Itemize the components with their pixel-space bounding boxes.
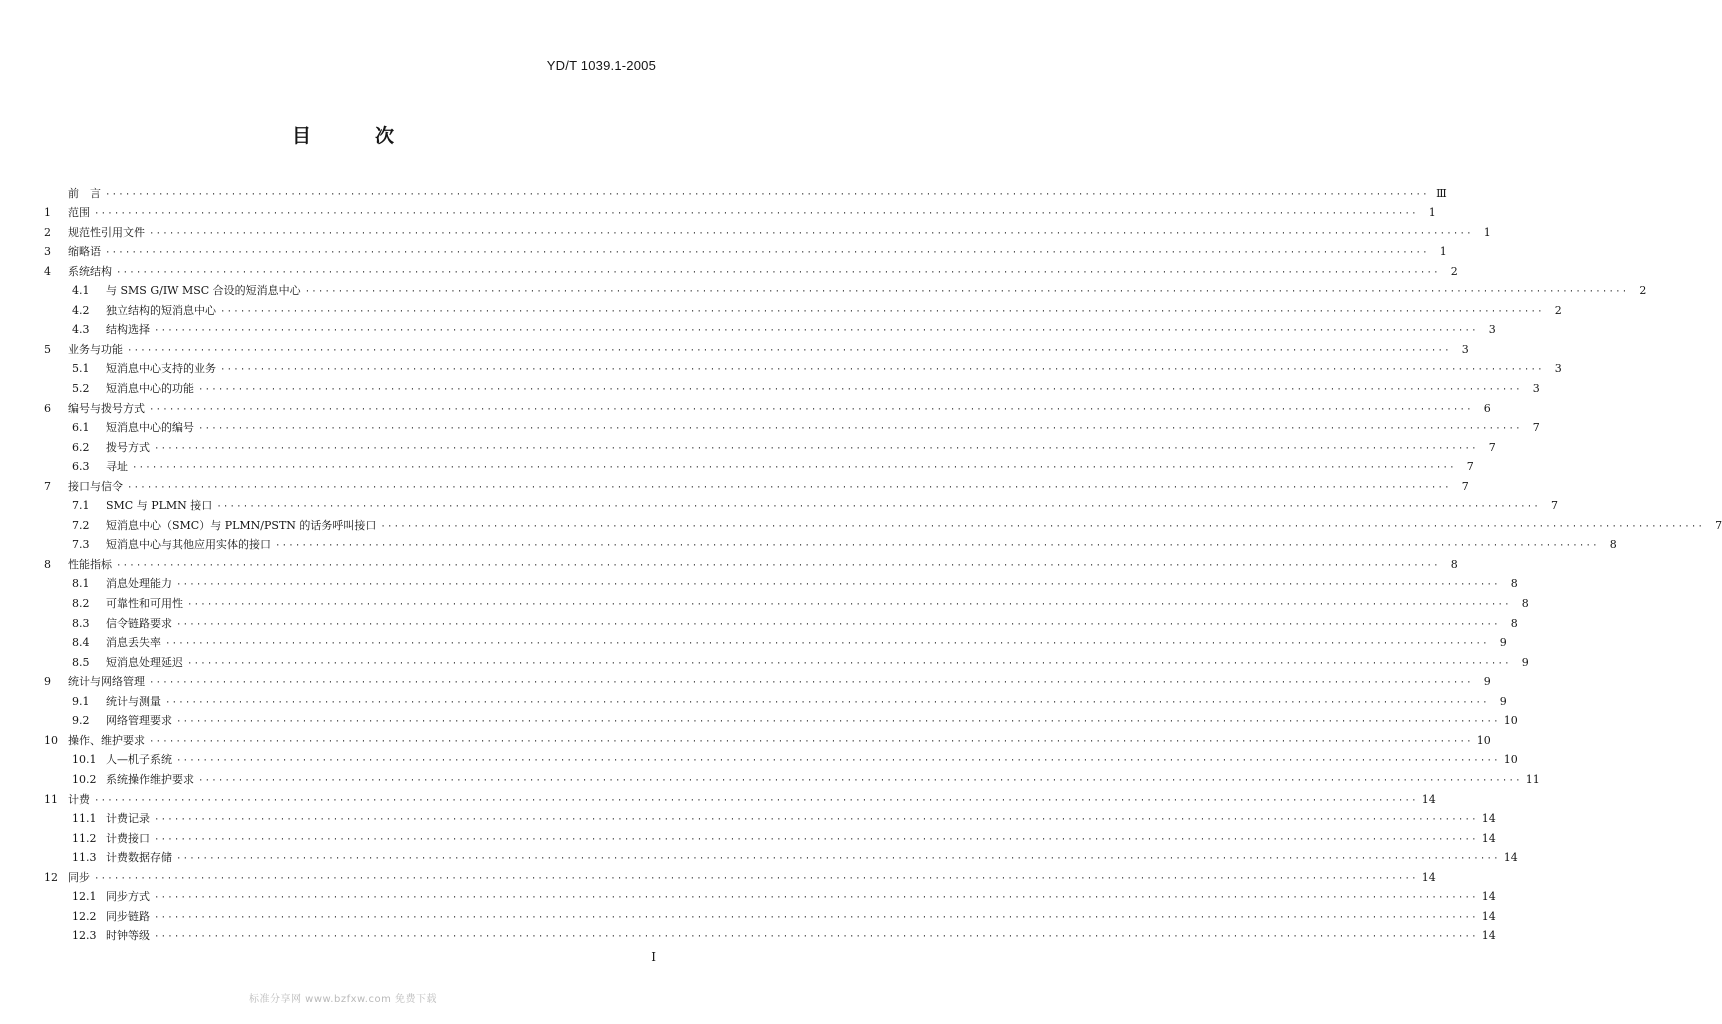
toc-entry-title: 短消息中心支持的业务 xyxy=(106,362,216,376)
toc-entry-page: 14 xyxy=(1481,831,1496,845)
toc-entry-page: 8 xyxy=(1510,616,1518,630)
toc-dot-leader: ········································································································································································································ xyxy=(105,248,1429,259)
toc-entry[interactable] xyxy=(44,474,1469,494)
toc-entry-page: 6 xyxy=(1483,401,1491,415)
toc-entry-page: 14 xyxy=(1421,870,1436,884)
toc-dot-leader: ········································································································································································································ xyxy=(176,854,1500,865)
toc-entry-title: 系统结构 xyxy=(68,264,112,278)
toc-subentry[interactable] xyxy=(44,611,1518,631)
toc-dot-leader: ········································································································································································································ xyxy=(149,404,1473,415)
toc-entry-number: 7.1 xyxy=(72,499,90,513)
toc-dot-leader: ········································································································································································································ xyxy=(176,619,1500,630)
toc-subentry[interactable] xyxy=(44,416,1540,436)
toc-subentry[interactable] xyxy=(44,846,1518,866)
toc-entry-number: 10 xyxy=(44,733,58,747)
toc-entry-number: 9 xyxy=(44,675,51,689)
toc-dot-leader: ········································································································································································································ xyxy=(220,306,1544,317)
toc-dot-leader: ········································································································································································································ xyxy=(116,560,1440,571)
toc-entry-title: 网络管理要求 xyxy=(106,714,172,728)
toc-entry-number: 4 xyxy=(44,264,51,278)
toc-entry[interactable] xyxy=(44,396,1491,416)
toc-entry-number: 9.2 xyxy=(72,714,90,728)
toc-entry-page: 8 xyxy=(1450,557,1458,571)
toc-entry-page: 14 xyxy=(1481,929,1496,943)
toc-entry-page: 1 xyxy=(1428,206,1436,220)
toc-subentry[interactable] xyxy=(44,826,1496,846)
toc-subentry[interactable] xyxy=(44,924,1496,944)
toc-entry-number: 3 xyxy=(44,245,51,259)
toc-entry[interactable] xyxy=(44,728,1491,748)
toc-subentry[interactable] xyxy=(44,376,1540,396)
toc-dot-leader: ········································································································································································································ xyxy=(154,912,1478,923)
toc-entry-title: 业务与功能 xyxy=(68,342,123,356)
toc-dot-leader: ········································································································································································································ xyxy=(105,189,1429,200)
toc-entry-number: 4.2 xyxy=(72,303,90,317)
toc-entry-number: 2 xyxy=(44,225,51,239)
toc-entry-title: 短消息中心的功能 xyxy=(106,382,194,396)
toc-entry-title: 缩略语 xyxy=(68,245,101,259)
toc-entry[interactable] xyxy=(44,259,1458,279)
toc-entry-title: 系统操作维护要求 xyxy=(106,772,194,786)
toc-dot-leader: ········································································································································································································ xyxy=(176,756,1500,767)
toc-dot-leader: ········································································································································································································ xyxy=(154,443,1478,454)
toc-entry-page: 10 xyxy=(1503,714,1518,728)
toc-subentry[interactable] xyxy=(44,767,1540,787)
toc-entry-title: 消息丢失率 xyxy=(106,636,161,650)
toc-dot-leader: ········································································································································································································ xyxy=(94,209,1418,220)
toc-subentry[interactable] xyxy=(44,494,1559,514)
toc-entry-page: 3 xyxy=(1554,362,1562,376)
toc-entry-page: 3 xyxy=(1488,323,1496,337)
toc-entry-title: 计费数据存储 xyxy=(106,851,172,865)
toc-entry-number: 11.1 xyxy=(72,812,97,826)
toc-dot-leader: ········································································································································································································ xyxy=(176,580,1500,591)
toc-dot-leader: ········································································································································································································ xyxy=(127,345,1451,356)
toc-entry-number: 6.2 xyxy=(72,440,90,454)
toc-entry-number: 8 xyxy=(44,557,51,571)
toc-entry-title: 结构选择 xyxy=(106,323,150,337)
toc-dot-leader: ········································································································································································································ xyxy=(116,267,1440,278)
toc-entry[interactable] xyxy=(44,552,1458,572)
toc-entry-page: 14 xyxy=(1503,851,1518,865)
toc-entry-title: 与 SMS G/IW MSC 合设的短消息中心 xyxy=(106,284,301,298)
toc-entry-page: 7 xyxy=(1715,518,1722,532)
toc-entry-title: 接口与信令 xyxy=(68,479,123,493)
toc-dot-leader: ········································································································································································································ xyxy=(216,502,1541,513)
table-of-contents xyxy=(44,181,1722,943)
toc-entry-page: 7 xyxy=(1466,460,1474,474)
toc-entry-number: 7.3 xyxy=(72,538,90,552)
toc-entry[interactable] xyxy=(44,787,1436,807)
toc-entry-number: 11.3 xyxy=(72,851,97,865)
document-code: YD/T 1039.1-2005 xyxy=(546,58,656,73)
toc-entry-number: 1 xyxy=(44,206,51,220)
toc-entry-number: 12 xyxy=(44,870,58,884)
toc-entry-number: 12.2 xyxy=(72,909,97,923)
toc-entry-number: 5.2 xyxy=(72,382,90,396)
toc-subentry[interactable] xyxy=(44,279,1647,299)
toc-dot-leader: ········································································································································································································ xyxy=(165,639,1489,650)
toc-entry-number: 8.5 xyxy=(72,655,90,669)
toc-entry-page: 7 xyxy=(1488,440,1496,454)
toc-entry-page: 2 xyxy=(1450,264,1458,278)
toc-entry-page: Ⅲ xyxy=(1436,186,1447,200)
toc-entry-page: 9 xyxy=(1499,694,1507,708)
toc-entry-title: 独立结构的短消息中心 xyxy=(106,303,216,317)
toc-dot-leader: ········································································································································································································ xyxy=(149,228,1473,239)
watermark: 标准分享网 www.bzfxw.com 免费下载 xyxy=(249,994,437,1005)
toc-entry-number: 12.3 xyxy=(72,929,97,943)
page-number: Ⅰ xyxy=(651,950,656,964)
toc-entry-number: 9.1 xyxy=(72,694,90,708)
toc-entry-page: 7 xyxy=(1461,479,1469,493)
toc-dot-leader: ········································································································································································································ xyxy=(187,600,1511,611)
toc-entry-title: 可靠性和可用性 xyxy=(106,597,183,611)
toc-entry-page: 7 xyxy=(1551,499,1559,513)
toc-entry[interactable] xyxy=(44,337,1469,357)
toc-entry-page: 1 xyxy=(1439,245,1447,259)
toc-entry[interactable] xyxy=(44,240,1447,260)
toc-entry-title: 操作、维护要求 xyxy=(68,733,145,747)
toc-entry-page: 1 xyxy=(1483,225,1491,239)
toc-entry-page: 14 xyxy=(1481,890,1496,904)
toc-entry-page: 7 xyxy=(1532,421,1540,435)
toc-subentry[interactable] xyxy=(44,748,1518,768)
toc-entry-number: 6.3 xyxy=(72,460,90,474)
toc-subentry[interactable] xyxy=(44,650,1529,670)
toc-entry-title: 统计与网络管理 xyxy=(68,675,145,689)
toc-entry-page: 9 xyxy=(1521,655,1529,669)
toc-dot-leader: ········································································································································································································ xyxy=(176,717,1500,728)
toc-entry-number: 11.2 xyxy=(72,831,97,845)
toc-entry-page: 3 xyxy=(1461,342,1469,356)
toc-entry-page: 9 xyxy=(1499,636,1507,650)
toc-entry-title: SMC 与 PLMN 接口 xyxy=(106,499,213,513)
toc-entry-page: 8 xyxy=(1609,538,1617,552)
toc-entry-number: 5 xyxy=(44,342,51,356)
toc-entry-page: 2 xyxy=(1639,284,1647,298)
toc-entry-title: 计费接口 xyxy=(106,831,150,845)
toc-dot-leader: ········································································································································································································ xyxy=(220,365,1544,376)
toc-dot-leader: ········································································································································································································ xyxy=(198,424,1522,435)
toc-entry-number: 4.1 xyxy=(72,284,90,298)
toc-subentry[interactable] xyxy=(44,885,1496,905)
toc-entry-title: 人—机子系统 xyxy=(106,753,172,767)
toc-dot-leader: ········································································································································································································ xyxy=(149,736,1473,747)
toc-entry-number: 12.1 xyxy=(72,890,97,904)
toc-dot-leader: ········································································································································································································ xyxy=(165,697,1489,708)
toc-entry-title: 性能指标 xyxy=(68,557,112,571)
toc-subentry[interactable] xyxy=(44,591,1529,611)
toc-entry-number: 8.4 xyxy=(72,636,90,650)
toc-entry[interactable] xyxy=(44,181,1447,201)
toc-subentry[interactable] xyxy=(44,455,1474,475)
toc-entry-number: 8.1 xyxy=(72,577,90,591)
toc-entry-title: 短消息中心（SMC）与 PLMN/PSTN 的话务呼叫接口 xyxy=(106,518,377,532)
toc-entry-number: 6.1 xyxy=(72,421,90,435)
toc-entry[interactable] xyxy=(44,865,1436,885)
toc-dot-leader: ········································································································································································································ xyxy=(127,482,1451,493)
toc-entry-title: 消息处理能力 xyxy=(106,577,172,591)
toc-dot-leader: ········································································································································································································ xyxy=(275,541,1599,552)
toc-entry-title: 编号与拨号方式 xyxy=(68,401,145,415)
toc-subentry[interactable] xyxy=(44,631,1507,651)
toc-entry-title: 同步方式 xyxy=(106,890,150,904)
toc-entry-title: 拨号方式 xyxy=(106,440,150,454)
page-title xyxy=(0,121,686,148)
toc-entry-title: 前 言 xyxy=(68,186,101,200)
toc-entry-title: 计费 xyxy=(68,792,90,806)
toc-entry-number: 5.1 xyxy=(72,362,90,376)
toc-subentry[interactable] xyxy=(44,807,1496,827)
toc-subentry[interactable] xyxy=(44,689,1507,709)
toc-entry-title: 计费记录 xyxy=(106,812,150,826)
toc-entry-page: 2 xyxy=(1554,303,1562,317)
page-title-char-1: 目 xyxy=(291,125,311,147)
toc-entry-number: 11 xyxy=(44,792,58,806)
toc-entry-number: 8.3 xyxy=(72,616,90,630)
toc-dot-leader: ········································································································································································································ xyxy=(304,287,1629,298)
toc-subentry[interactable] xyxy=(44,357,1562,377)
toc-dot-leader: ········································································································································································································ xyxy=(154,834,1478,845)
toc-entry-page: 9 xyxy=(1483,675,1491,689)
toc-entry-title: 同步链路 xyxy=(106,909,150,923)
toc-entry-number: 7.2 xyxy=(72,518,90,532)
toc-dot-leader: ········································································································································································································ xyxy=(154,815,1478,826)
toc-entry-number: 6 xyxy=(44,401,51,415)
toc-entry-number: 7 xyxy=(44,479,51,493)
page-title-char-2: 次 xyxy=(375,125,395,147)
toc-dot-leader: ········································································································································································································ xyxy=(94,795,1418,806)
toc-dot-leader: ········································································································································································································ xyxy=(154,893,1478,904)
toc-dot-leader: ········································································································································································································ xyxy=(198,385,1522,396)
toc-entry-number: 10.1 xyxy=(72,753,97,767)
toc-entry-page: 14 xyxy=(1421,792,1436,806)
toc-entry-page: 8 xyxy=(1521,597,1529,611)
toc-dot-leader: ········································································································································································································ xyxy=(380,521,1705,532)
toc-entry-number: 8.2 xyxy=(72,597,90,611)
toc-dot-leader: ········································································································································································································ xyxy=(132,463,1456,474)
toc-entry-page: 8 xyxy=(1510,577,1518,591)
toc-entry-page: 10 xyxy=(1476,733,1491,747)
toc-entry-title: 寻址 xyxy=(106,460,128,474)
toc-entry-title: 短消息处理延迟 xyxy=(106,655,183,669)
toc-entry-page: 11 xyxy=(1525,772,1540,786)
toc-subentry[interactable] xyxy=(44,709,1518,729)
toc-entry-title: 短消息中心与其他应用实体的接口 xyxy=(106,538,271,552)
toc-entry-title: 同步 xyxy=(68,870,90,884)
toc-entry-number: 4.3 xyxy=(72,323,90,337)
toc-subentry[interactable] xyxy=(44,318,1496,338)
toc-subentry[interactable] xyxy=(44,533,1617,553)
toc-entry-title: 时钟等级 xyxy=(106,929,150,943)
toc-entry-page: 3 xyxy=(1532,382,1540,396)
toc-entry-title: 规范性引用文件 xyxy=(68,225,145,239)
toc-subentry[interactable] xyxy=(44,513,1722,533)
toc-entry-title: 信令链路要求 xyxy=(106,616,172,630)
toc-dot-leader: ········································································································································································································ xyxy=(94,873,1418,884)
toc-entry[interactable] xyxy=(44,220,1491,240)
toc-entry-title: 短消息中心的编号 xyxy=(106,421,194,435)
toc-dot-leader: ········································································································································································································ xyxy=(154,326,1478,337)
toc-dot-leader: ········································································································································································································ xyxy=(154,932,1478,943)
toc-entry-title: 范围 xyxy=(68,206,90,220)
toc-subentry[interactable] xyxy=(44,435,1496,455)
toc-entry-title: 统计与测量 xyxy=(106,694,161,708)
toc-dot-leader: ········································································································································································································ xyxy=(149,678,1473,689)
toc-entry-number: 10.2 xyxy=(72,772,97,786)
toc-dot-leader: ········································································································································································································ xyxy=(187,658,1511,669)
toc-entry-page: 14 xyxy=(1481,812,1496,826)
toc-subentry[interactable] xyxy=(44,904,1496,924)
toc-entry[interactable] xyxy=(44,201,1436,221)
toc-subentry[interactable] xyxy=(44,298,1562,318)
toc-entry-page: 14 xyxy=(1481,909,1496,923)
toc-dot-leader: ········································································································································································································ xyxy=(198,775,1522,786)
toc-entry-page: 10 xyxy=(1503,753,1518,767)
toc-entry[interactable] xyxy=(44,670,1491,690)
toc-subentry[interactable] xyxy=(44,572,1518,592)
